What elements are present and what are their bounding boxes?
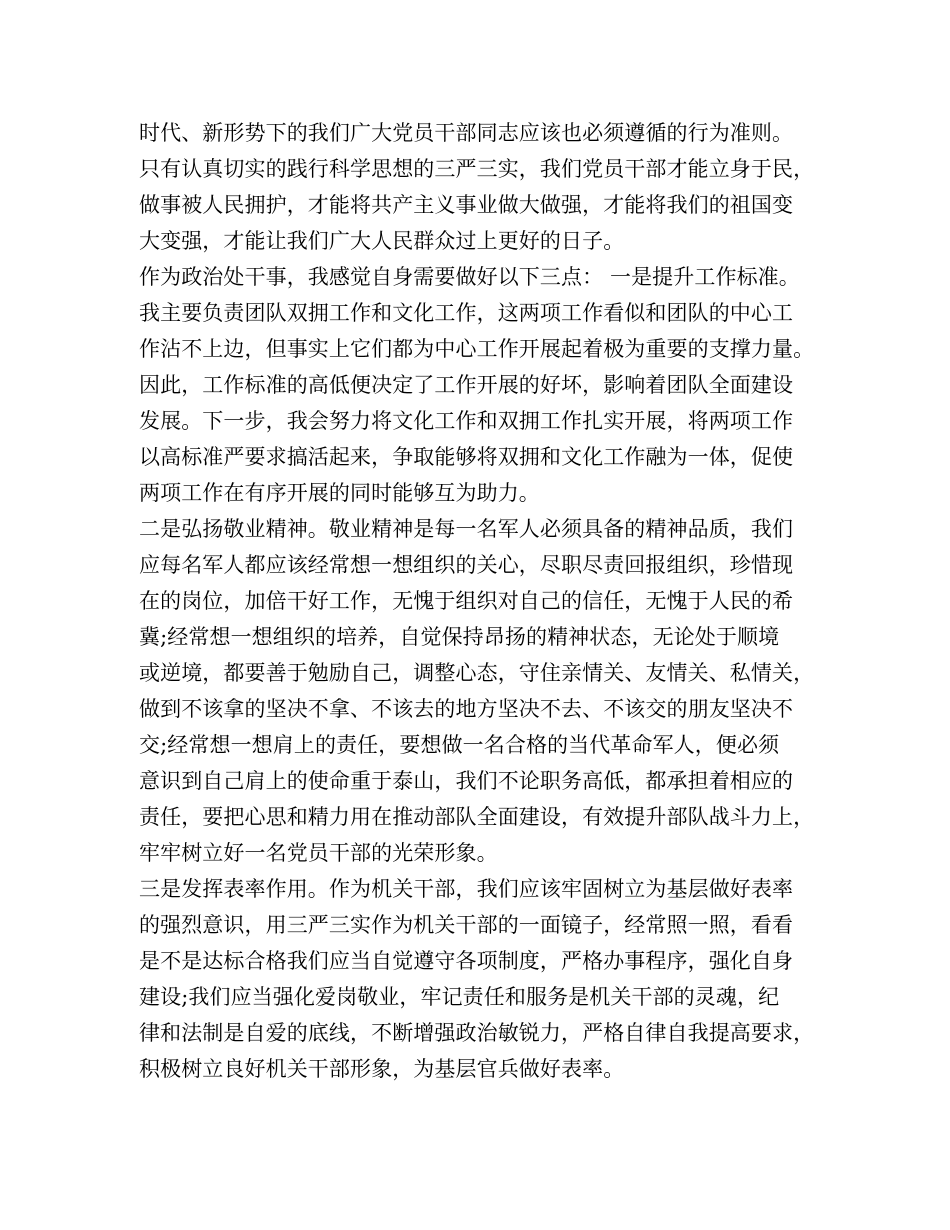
text-line: 应每名军人都应该经常想一想组织的关心，尽职尽责回报组织，珍惜现 xyxy=(139,553,794,577)
text-line: 做事被人民拥护，才能将共产主义事业做大做强，才能将我们的祖国变 xyxy=(139,193,794,217)
text-line: 大变强，才能让我们广大人民群众过上更好的日子。 xyxy=(139,229,625,253)
text-line: 是不是达标合格我们应当自觉遵守各项制度，严格办事程序，强化自身 xyxy=(139,949,794,973)
text-line: 作沾不上边，但事实上它们都为中心工作开展起着极为重要的支撑力量。 xyxy=(139,337,815,361)
text-line: 发展。下一步，我会努力将文化工作和双拥工作扎实开展，将两项工作 xyxy=(139,409,794,433)
text-line: 牢牢树立好一名党员干部的光荣形象。 xyxy=(139,841,498,865)
text-line: 的强烈意识，用三严三实作为机关干部的一面镜子，经常照一照，看看 xyxy=(139,913,794,937)
text-line: 只有认真切实的践行科学思想的三严三实，我们党员干部才能立身于民， xyxy=(139,157,815,181)
text-line: 律和法制是自爱的底线，不断增强政治敏锐力，严格自律自我提高要求， xyxy=(139,1021,815,1045)
text-line: 做到不该拿的坚决不拿、不该去的地方坚决不去、不该交的朋友坚决不 xyxy=(139,697,794,721)
text-line: 建设;我们应当强化爱岗敬业，牢记责任和服务是机关干部的灵魂，纪 xyxy=(139,985,780,1009)
text-line: 交;经常想一想肩上的责任，要想做一名合格的当代革命军人，便必须 xyxy=(139,733,780,757)
text-line: 三是发挥表率作用。作为机关干部，我们应该牢固树立为基层做好表率 xyxy=(139,877,794,901)
text-line: 责任，要把心思和精力用在推动部队全面建设，有效提升部队战斗力上， xyxy=(139,805,815,829)
text-line: 两项工作在有序开展的同时能够互为助力。 xyxy=(139,481,540,505)
text-line: 意识到自己肩上的使命重于泰山，我们不论职务高低，都承担着相应的 xyxy=(139,769,794,793)
text-line: 或逆境，都要善于勉励自己，调整心态，守住亲情关、友情关、私情关， xyxy=(139,661,815,685)
text-line: 在的岗位，加倍干好工作，无愧于组织对自己的信任，无愧于人民的希 xyxy=(139,589,794,613)
text-line: 积极树立良好机关干部形象，为基层官兵做好表率。 xyxy=(139,1057,625,1081)
document-body xyxy=(139,115,829,1087)
text-line: 我主要负责团队双拥工作和文化工作，这两项工作看似和团队的中心工 xyxy=(139,301,794,325)
text-line: 因此，工作标准的高低便决定了工作开展的好坏，影响着团队全面建设 xyxy=(139,373,794,397)
text-line: 二是弘扬敬业精神。敬业精神是每一名军人必须具备的精神品质，我们 xyxy=(139,517,794,541)
text-line: 时代、新形势下的我们广大党员干部同志应该也必须遵循的行为准则。 xyxy=(139,121,794,145)
text-line: 冀;经常想一想组织的培养，自觉保持昂扬的精神状态，无论处于顺境 xyxy=(139,625,780,649)
text-line: 以高标准严要求搞活起来，争取能够将双拥和文化工作融为一体，促使 xyxy=(139,445,794,469)
text-line: 作为政治处干事，我感觉自身需要做好以下三点： 一是提升工作标准。 xyxy=(139,265,800,289)
